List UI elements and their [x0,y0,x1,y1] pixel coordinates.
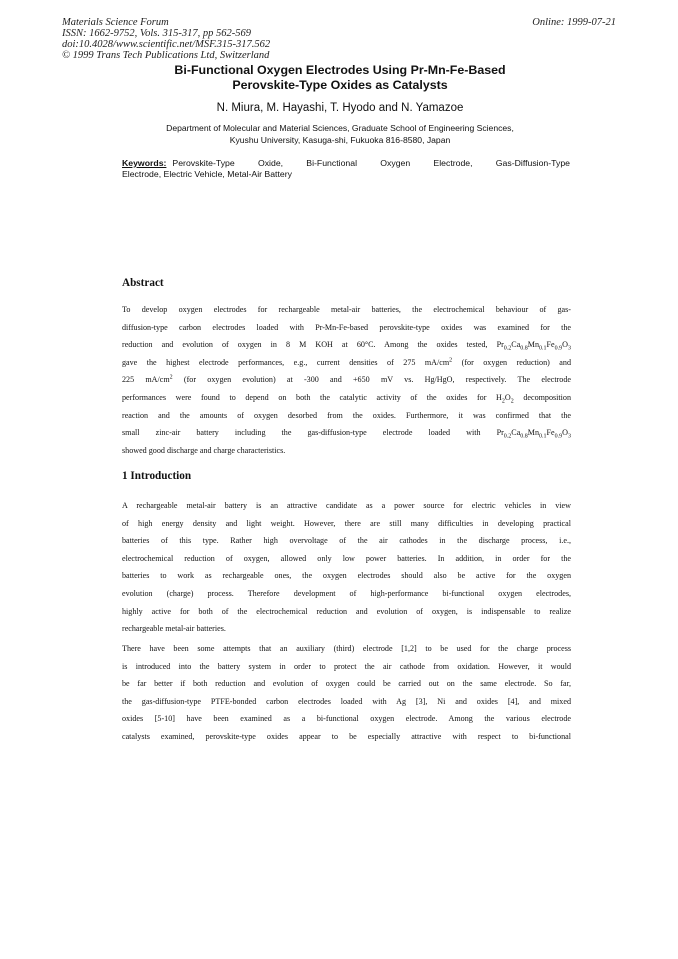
intro-line: be far better if both reduction and evolution of oxygen could be carried out on the same electrode. So far, [122,679,571,689]
introduction-heading: 1 Introduction [122,470,192,482]
intro-line: the gas-diffusion-type PTFE-bonded carbon electrodes loaded with Ag [3], Ni and oxides [4], and mixed [122,696,571,706]
keywords-line-2: Electrode, Electric Vehicle, Metal-Air Battery [122,169,292,179]
paper-title [120,63,560,93]
running-header [62,17,270,61]
intro-paragraph-2 [122,640,571,746]
title-line-1: Bi-Functional Oxygen Electrodes Using Pr-Mn-Fe-Based [174,63,506,77]
intro-line: electrochemical reduction of oxygen, allowed only low power batteries. In addition, in order for the [122,553,571,563]
intro-line: batteries to work as rechargeable ones, the oxygen electrodes should also be active for the oxygen [122,571,571,581]
intro-line: of high energy density and light weight. However, there are still many difficulties in developing practical [122,518,571,528]
intro-line: batteries of this type. Rather high overvoltage of the air cathodes in the discharge process, i.e., [122,536,571,546]
copyright-line: © 1999 Trans Tech Publications Ltd, Switzerland [62,50,270,61]
abstract-line: To develop oxygen electrodes for rechargeable metal-air batteries, the electrochemical behaviour of gas- [122,305,571,314]
intro-line: is introduced into the battery system in order to protect the air cathode from oxidation. However, it would [122,661,571,671]
affiliation-line-1: Department of Molecular and Material Sciences, Graduate School of Engineering Sciences, [166,123,514,133]
abstract-line: diffusion-type carbon electrodes loaded with Pr-Mn-Fe-based perovskite-type oxides was examined for the [122,322,571,332]
abstract-line: small zinc-air battery including the gas-diffusion-type electrode loaded with $Pr_{0.2}Ca_{0.8}Mn_{0.1}Fe_{0.9}O_3$ [122,428,571,440]
intro-line: There have been some attempts that an auxiliary (third) electrode [1,2] to be used for the charge process [122,644,571,653]
affiliation [120,123,560,146]
issn-line: ISSN: 1662-9752, Vols. 315-317, pp 562-569 [62,28,251,39]
abstract-line: reaction and the amounts of oxygen desorbed from the oxides. Furthermore, it was confirmed that the [122,410,571,420]
keywords-label: Keywords: [122,158,167,168]
doi-line: doi:10.4028/www.scientific.net/MSF.315-317.562 [62,39,271,50]
online-date: Online: 1999-07-21 [532,17,616,28]
intro-line: rechargeable metal-air batteries. [122,624,226,634]
intro-line: oxides [5-10] have been examined as a bi-functional oxygen electrode. Among the various electrode [122,714,571,724]
intro-line: A rechargeable metal-air battery is an attractive candidate as a power source for electric vehicles in view [122,501,571,510]
intro-line: highly active for both of the electrochemical reduction and evolution of oxygen, is indispensable to realize [122,606,571,616]
journal-name: Materials Science Forum [62,17,169,28]
abstract-line: gave the highest electrode performances, e.g., current densities of 275 $mA/cm^2$ (for oxygen reduction) and [122,357,571,367]
keywords [122,158,570,180]
authors: N. Miura, M. Hayashi, T. Hyodo and N. Yamazoe [216,102,464,114]
abstract-line: 225 $mA/cm^2$ (for oxygen evolution) at -300 and +650 mV vs. Hg/HgO, respectively. The electrode [122,374,571,385]
abstract-body [122,301,571,459]
keywords-line-1: Perovskite-Type Oxide, Bi-Functional Oxygen Electrode, Gas-Diffusion-Type [172,158,570,168]
intro-paragraph-1 [122,497,571,638]
title-line-2: Perovskite-Type Oxides as Catalysts [232,78,448,92]
intro-line: catalysts examined, perovskite-type oxides appear to be especially attractive with respect to bi-functional [122,731,571,741]
affiliation-line-2: Kyushu University, Kasuga-shi, Fukuoka 816-8580, Japan [229,134,451,145]
intro-line: evolution (charge) process. Therefore development of high-performance bi-functional oxygen electrodes, [122,588,571,598]
abstract-line: showed good discharge and charge characteristics. [122,445,286,455]
abstract-line: reduction and evolution of oxygen in 8 M KOH at 60°C. Among the oxides tested, $Pr_{0.2}Ca_{0.8}Mn_{0.1}Fe_{0.9}O_3$ [122,340,571,352]
abstract-heading: Abstract [122,277,164,289]
abstract-line: performances were found to depend on both the catalytic activity of the oxides for $H_2O_2$ decomposition [122,392,571,405]
